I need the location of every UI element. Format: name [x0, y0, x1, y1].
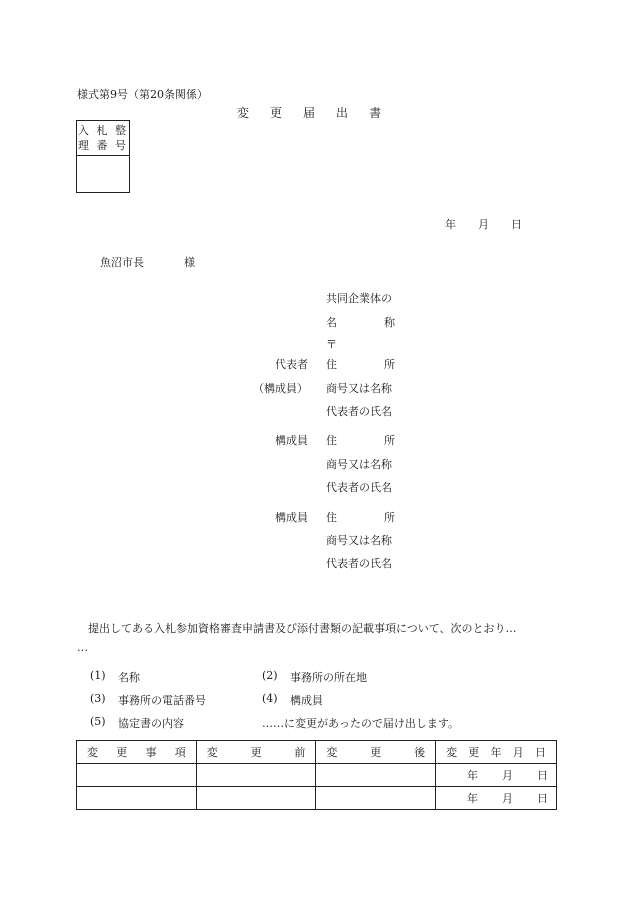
member1-address-a: 住: [326, 434, 337, 447]
member2-address-a: 住: [326, 511, 337, 524]
member2-company: 商号又は名称: [326, 534, 392, 547]
hdr-char: 更: [370, 746, 382, 759]
postal-mark: 〒: [326, 338, 337, 351]
hdr-char: 後: [414, 746, 426, 759]
representative-role-sub: （構成員）: [253, 382, 308, 395]
title-char: 更: [270, 106, 283, 120]
header-after: [316, 741, 436, 764]
cell-change-item[interactable]: [77, 787, 197, 810]
hdr-char: 更: [250, 746, 262, 759]
year-label: 年: [445, 218, 456, 231]
month-label: 月: [478, 218, 489, 231]
entry-number-label: [77, 121, 129, 156]
hdr-char: 事: [145, 746, 157, 759]
hdr-char: 年: [490, 746, 502, 759]
header-before: [196, 741, 316, 764]
member2-person: 代表者の氏名: [326, 557, 392, 570]
representative-address-b: 所: [384, 358, 395, 371]
hdr-char: 前: [294, 746, 306, 759]
entry-label-line2: 理 番 号: [78, 139, 128, 152]
hdr-char: 項: [174, 746, 186, 759]
addressee-name: 魚沼市長: [100, 256, 144, 269]
document-title: [237, 104, 402, 121]
cell-date[interactable]: [436, 764, 557, 787]
item-4-num: (4): [262, 692, 278, 705]
addressee-honorific: 様: [184, 256, 195, 269]
change-table: [76, 740, 557, 810]
entry-number-box: [76, 120, 130, 193]
cell-after[interactable]: [316, 787, 436, 810]
header-change-item: [77, 741, 197, 764]
item-3-text: 事務所の電話番号: [118, 694, 206, 707]
table-row: [77, 787, 557, 810]
cell-date[interactable]: [436, 787, 557, 810]
date-month: 月: [502, 792, 513, 805]
hdr-char: 月: [512, 746, 524, 759]
item-5-text: 協定書の内容: [118, 717, 184, 730]
title-char: 届: [303, 106, 316, 120]
member1-address-b: 所: [384, 434, 395, 447]
member2-role: 構成員: [275, 511, 308, 524]
member2-address-b: 所: [384, 511, 395, 524]
header-change-date: [436, 741, 557, 764]
hdr-char: 日: [534, 746, 546, 759]
cell-change-item[interactable]: [77, 764, 197, 787]
hdr-char: 変: [326, 746, 338, 759]
representative-address-a: 住: [326, 358, 337, 371]
hdr-char: 更: [468, 746, 480, 759]
cell-after[interactable]: [316, 764, 436, 787]
hdr-char: 更: [116, 746, 128, 759]
table-row: [77, 764, 557, 787]
jv-name-label: 共同企業体の: [326, 292, 392, 305]
representative-role: 代表者: [275, 358, 308, 371]
body-paragraph: 提出してある入札参加資格審査申請書及び添付書類の記載事項について、次のとおり…: [88, 622, 517, 635]
date-day: 日: [537, 792, 548, 805]
title-char: 変: [237, 106, 250, 120]
item-2-text: 事務所の所在地: [290, 671, 367, 684]
hdr-char: 変: [87, 746, 98, 759]
date-month: 月: [502, 769, 513, 782]
date-line: [445, 216, 522, 232]
item-4-text: 構成員: [290, 694, 323, 707]
member1-person: 代表者の氏名: [326, 481, 392, 494]
representative-person: 代表者の氏名: [326, 405, 392, 418]
closing-text: ……に変更があったので届け出します。: [262, 717, 460, 730]
body-paragraph-cont: …: [77, 641, 88, 654]
addressee: [100, 254, 195, 270]
jv-name-label-a: 名: [326, 316, 337, 329]
title-char: 書: [369, 106, 382, 120]
hdr-char: 変: [206, 746, 218, 759]
jv-name-label-b: 称: [384, 316, 395, 329]
item-2-num: (2): [262, 669, 278, 682]
form-number-label: 様式第9号（第20条関係）: [77, 88, 208, 101]
date-year: 年: [467, 792, 478, 805]
representative-company: 商号又は名称: [326, 382, 392, 395]
cell-before[interactable]: [196, 764, 316, 787]
member1-company: 商号又は名称: [326, 458, 392, 471]
table-header-row: [77, 741, 557, 764]
day-label: 日: [511, 218, 522, 231]
item-5-num: (5): [90, 715, 106, 728]
item-3-num: (3): [90, 692, 106, 705]
hdr-char: 変: [446, 746, 458, 759]
member1-role: 構成員: [275, 434, 308, 447]
date-year: 年: [467, 769, 478, 782]
item-1-num: (1): [90, 669, 106, 682]
item-1-text: 名称: [118, 671, 140, 684]
cell-before[interactable]: [196, 787, 316, 810]
entry-label-line1: 入 札 整: [78, 124, 128, 137]
title-char: 出: [336, 106, 349, 120]
date-day: 日: [537, 769, 548, 782]
